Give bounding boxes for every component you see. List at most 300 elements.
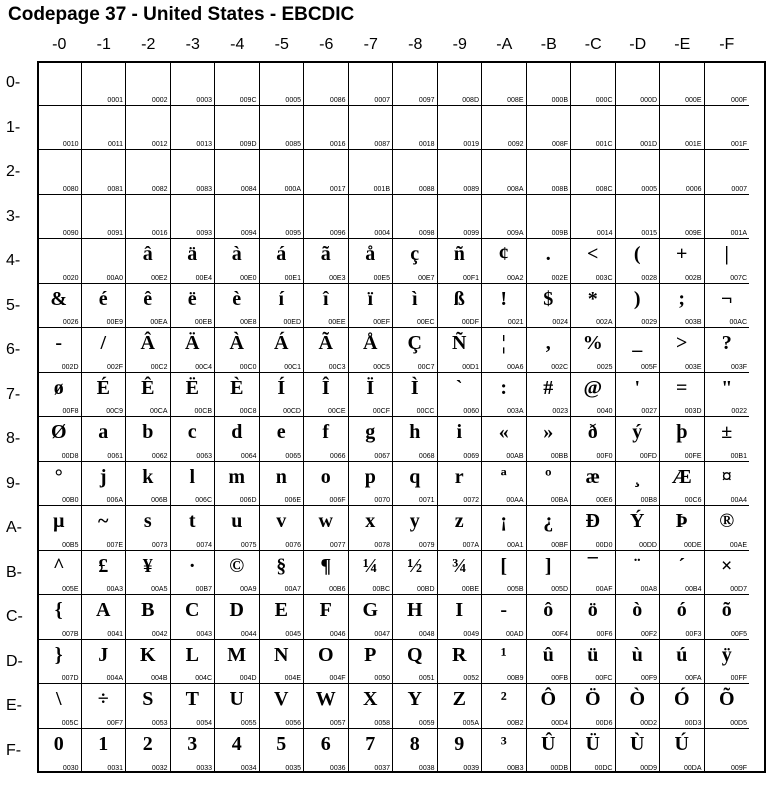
cell-character: ä [187, 243, 198, 265]
cell-unicode-code: 00BF [551, 541, 568, 549]
code-cell [126, 239, 171, 284]
code-cell [349, 195, 394, 240]
cell-character: j [99, 465, 107, 488]
code-cell [215, 506, 260, 551]
code-cell [482, 640, 527, 685]
code-cell [660, 150, 705, 195]
cell-unicode-code: 0098 [418, 230, 435, 237]
code-cell [393, 106, 438, 151]
cell-character: ³ [500, 732, 507, 755]
cell-character: ï [367, 287, 374, 310]
cell-character: í [278, 287, 285, 310]
cell-character: ò [632, 599, 643, 621]
code-cell [171, 506, 216, 551]
cell-character: ¼ [362, 554, 378, 577]
cell-character: á [276, 243, 287, 265]
cell-character: Z [452, 688, 466, 710]
cell-unicode-code: 001C [595, 141, 613, 148]
cell-unicode-code: 00D0 [595, 541, 613, 549]
cell-unicode-code: 0047 [374, 630, 390, 638]
cell-character: Å [363, 332, 378, 354]
cell-unicode-code: 0046 [329, 630, 346, 638]
cell-unicode-code: 0029 [641, 319, 657, 326]
cell-unicode-code: 00AF [595, 586, 613, 593]
cell-character: ß [453, 287, 465, 310]
code-cell [349, 150, 394, 195]
row-header: B- [6, 563, 22, 581]
cell-character: x [365, 510, 376, 532]
cell-unicode-code: 00A7 [284, 586, 301, 593]
code-cell [349, 640, 394, 685]
cell-character: 4 [231, 732, 242, 755]
code-cell [304, 195, 349, 240]
cell-character: Þ [675, 510, 688, 532]
cell-character: À [229, 332, 244, 354]
code-cell [527, 150, 572, 195]
code-cell [126, 106, 171, 151]
code-cell [171, 462, 216, 507]
code-cell [215, 328, 260, 373]
code-cell [260, 595, 305, 640]
code-cell [349, 328, 394, 373]
code-cell [304, 729, 349, 774]
code-cell [705, 684, 750, 729]
cell-unicode-code: 0030 [62, 765, 79, 772]
code-cell [660, 328, 705, 373]
cell-unicode-code: 00EC [416, 319, 435, 326]
cell-unicode-code: 00E7 [418, 274, 435, 282]
cell-character: ý [632, 421, 643, 443]
cell-unicode-code: 00C4 [195, 363, 212, 371]
code-cell [527, 684, 572, 729]
cell-unicode-code: 008E [507, 96, 524, 104]
cell-character: N [274, 643, 289, 666]
cell-unicode-code: 0034 [240, 765, 257, 772]
cell-unicode-code: 008F [552, 141, 568, 148]
cell-character: S [142, 688, 154, 710]
cell-unicode-code: 0005 [641, 185, 657, 193]
cell-unicode-code: 0048 [418, 630, 435, 638]
cell-unicode-code: 004C [195, 675, 212, 682]
cell-character: + [676, 243, 688, 265]
code-cell [82, 61, 127, 106]
cell-character: R [452, 643, 467, 666]
cell-unicode-code: 00ED [283, 319, 301, 326]
cell-unicode-code: 00E5 [373, 274, 390, 282]
column-header: -1 [96, 36, 111, 53]
cell-character: ¬ [721, 287, 733, 310]
code-cell [571, 506, 616, 551]
cell-unicode-code: 00DB [550, 765, 568, 772]
code-cell [260, 328, 305, 373]
cell-unicode-code: 002C [551, 363, 568, 371]
cell-character: y [409, 510, 420, 532]
cell-character: - [500, 599, 508, 621]
column-header: -8 [408, 36, 423, 53]
cell-unicode-code: 0053 [151, 719, 168, 727]
cell-character: o [320, 465, 331, 488]
code-cell [660, 417, 705, 462]
cell-unicode-code: 001E [685, 141, 702, 148]
cell-character: k [142, 465, 154, 488]
column-header: -F [719, 36, 735, 53]
code-cell [660, 373, 705, 418]
row-header: 2- [6, 163, 21, 180]
cell-unicode-code: 00C6 [684, 497, 702, 504]
code-cell [393, 373, 438, 418]
cell-character: Î [321, 376, 330, 399]
code-cell [660, 61, 705, 106]
code-cell [616, 239, 661, 284]
cell-unicode-code: 0022 [731, 408, 747, 415]
cell-character: e [276, 421, 286, 443]
code-cell [82, 417, 127, 462]
cell-unicode-code: 0087 [374, 141, 390, 148]
cell-character: I [455, 599, 464, 621]
cell-unicode-code: 00E3 [329, 274, 346, 282]
cell-character: : [500, 376, 508, 399]
cell-character: â [142, 243, 153, 265]
code-cell [527, 239, 572, 284]
cell-unicode-code: 0070 [374, 497, 390, 504]
code-cell [82, 684, 127, 729]
code-cell [304, 150, 349, 195]
code-cell [260, 150, 305, 195]
cell-unicode-code: 0016 [151, 230, 168, 237]
cell-unicode-code: 00E0 [240, 274, 257, 282]
cell-unicode-code: 0075 [240, 541, 257, 549]
cell-unicode-code: 007C [730, 274, 747, 282]
code-cell [82, 595, 127, 640]
cell-unicode-code: 0010 [62, 141, 79, 148]
row-header: D- [6, 652, 23, 670]
cell-character: æ [585, 465, 600, 488]
cell-character: ^ [52, 554, 65, 577]
cell-unicode-code: 0066 [329, 452, 346, 460]
cell-character: Ä [185, 332, 200, 354]
column-header: -C [584, 36, 602, 53]
code-cell [37, 551, 82, 596]
cell-character: d [231, 421, 243, 443]
code-cell [393, 640, 438, 685]
column-header: -3 [185, 36, 200, 53]
code-cell [260, 729, 305, 774]
cell-unicode-code: 008B [551, 185, 568, 193]
code-cell [349, 61, 394, 106]
cell-character: Í [277, 376, 286, 399]
cell-character: Ô [540, 688, 557, 710]
cell-unicode-code: 0020 [62, 274, 79, 282]
cell-unicode-code: 00E2 [151, 274, 168, 282]
code-cell [660, 284, 705, 329]
cell-character: K [139, 643, 156, 666]
cell-unicode-code: 00D5 [730, 719, 747, 727]
cell-character: > [676, 332, 688, 354]
code-cell [527, 328, 572, 373]
cell-character: } [54, 643, 63, 666]
code-cell [349, 684, 394, 729]
cell-unicode-code: 00D3 [684, 719, 702, 727]
cell-unicode-code: 0017 [329, 185, 346, 193]
code-cell [126, 417, 171, 462]
cell-unicode-code: 0013 [196, 141, 212, 148]
code-cell [660, 462, 705, 507]
cell-unicode-code: 009B [551, 230, 568, 237]
cell-character: L [185, 643, 199, 666]
cell-unicode-code: 00A9 [240, 586, 257, 593]
cell-unicode-code: 001D [640, 141, 657, 148]
cell-character: ¯ [587, 554, 598, 577]
cell-unicode-code: 00B2 [507, 719, 524, 727]
cell-unicode-code: 0086 [329, 96, 346, 104]
code-cell [393, 239, 438, 284]
cell-character: h [409, 421, 421, 443]
cell-character: H [406, 599, 423, 621]
code-cell [660, 239, 705, 284]
code-cell [482, 328, 527, 373]
cell-character: " [721, 376, 733, 399]
cell-unicode-code: 0060 [463, 408, 479, 415]
cell-character: ( [633, 243, 641, 265]
cell-character: g [365, 421, 376, 443]
cell-unicode-code: 00B4 [685, 586, 702, 593]
code-cell [215, 61, 260, 106]
cell-unicode-code: 0001 [107, 96, 123, 104]
code-cell [126, 195, 171, 240]
code-cell [438, 150, 483, 195]
cell-unicode-code: 00AE [729, 541, 747, 549]
cell-unicode-code: 007E [106, 541, 123, 549]
code-cell [215, 729, 260, 774]
cell-character: W [315, 688, 336, 710]
cell-unicode-code: 0006 [685, 185, 702, 193]
cell-character: Ê [141, 376, 155, 399]
code-cell [37, 61, 82, 106]
code-cell [260, 462, 305, 507]
cell-character: O [317, 643, 334, 666]
code-cell [37, 195, 82, 240]
code-cell [393, 150, 438, 195]
cell-unicode-code: 0032 [151, 765, 168, 772]
code-cell [527, 61, 572, 106]
code-cell [260, 417, 305, 462]
code-cell [705, 239, 750, 284]
column-header: -6 [319, 36, 334, 53]
cell-unicode-code: 00B0 [62, 497, 79, 504]
code-cell [82, 373, 127, 418]
cell-unicode-code: 0094 [240, 230, 257, 237]
code-cell [215, 640, 260, 685]
cell-unicode-code: 0028 [641, 274, 657, 282]
code-cell [616, 506, 661, 551]
cell-unicode-code: 0037 [374, 765, 390, 772]
cell-character: 8 [409, 732, 420, 755]
cell-character: T [185, 688, 199, 710]
cell-unicode-code: 00BB [550, 452, 568, 460]
cell-unicode-code: 008D [462, 96, 479, 104]
code-cell [304, 328, 349, 373]
code-cell [571, 462, 616, 507]
cell-unicode-code: 009A [507, 230, 524, 237]
cell-character: Ü [585, 732, 600, 755]
cell-character: ° [54, 465, 63, 488]
cell-character: ê [143, 287, 153, 310]
cell-unicode-code: 0061 [107, 452, 123, 460]
cell-unicode-code: 00C7 [417, 363, 435, 371]
cell-unicode-code: 0007 [374, 96, 390, 104]
cell-unicode-code: 0005 [285, 96, 301, 104]
cell-character: s [143, 510, 152, 532]
code-cell [82, 462, 127, 507]
cell-unicode-code: 0083 [196, 185, 212, 193]
cell-unicode-code: 00F2 [641, 630, 657, 638]
code-cell [37, 106, 82, 151]
code-cell [705, 551, 750, 596]
code-cell [171, 195, 216, 240]
cell-unicode-code: 0091 [107, 230, 123, 237]
code-cell [82, 284, 127, 329]
cell-unicode-code: 0019 [463, 141, 479, 148]
code-cell [126, 640, 171, 685]
code-cell [482, 61, 527, 106]
cell-character: » [543, 421, 554, 443]
code-cell [616, 551, 661, 596]
cell-unicode-code: 002D [61, 363, 79, 371]
code-cell [705, 640, 750, 685]
cell-unicode-code: 00F5 [731, 630, 747, 638]
code-cell [82, 239, 127, 284]
code-cell [349, 506, 394, 551]
code-cell [304, 284, 349, 329]
code-cell [349, 462, 394, 507]
code-cell [82, 729, 127, 774]
cell-unicode-code: 002B [685, 274, 702, 282]
code-cell [215, 284, 260, 329]
cell-character: É [96, 376, 110, 399]
code-cell [438, 684, 483, 729]
cell-character: ì [411, 287, 418, 310]
cell-unicode-code: 00E1 [284, 274, 301, 282]
cell-character: M [227, 643, 247, 666]
cell-unicode-code: 0092 [507, 141, 524, 148]
code-cell [260, 284, 305, 329]
code-cell [37, 284, 82, 329]
code-cell [37, 640, 82, 685]
cell-character: Y [407, 688, 422, 710]
cell-character: ² [500, 688, 507, 710]
code-cell [126, 506, 171, 551]
code-cell [438, 506, 483, 551]
cell-character: Ù [630, 732, 645, 755]
code-cell [438, 595, 483, 640]
code-cell [37, 328, 82, 373]
cell-character: ± [721, 421, 733, 443]
cell-unicode-code: 00C3 [328, 363, 346, 371]
cell-unicode-code: 0067 [374, 452, 390, 460]
cell-character: ø [53, 376, 64, 399]
cell-unicode-code: 00F3 [685, 630, 702, 638]
row-headers [0, 61, 37, 773]
cell-unicode-code: 0073 [151, 541, 168, 549]
cell-unicode-code: 00F7 [107, 719, 123, 727]
cell-unicode-code: 007A [462, 541, 479, 549]
cell-character: v [276, 510, 287, 532]
code-cell [349, 595, 394, 640]
code-cell [616, 106, 661, 151]
cell-unicode-code: 0031 [107, 765, 123, 772]
code-cell [482, 462, 527, 507]
cell-unicode-code: 0033 [196, 765, 212, 772]
cell-character: Ì [410, 376, 419, 399]
cell-character: 5 [276, 732, 287, 755]
cell-unicode-code: 00A3 [106, 586, 123, 593]
cell-unicode-code: 002A [596, 319, 613, 326]
cell-character: ª [500, 465, 507, 488]
cell-unicode-code: 000E [685, 96, 702, 104]
code-cell [705, 106, 750, 151]
cell-character: 2 [142, 732, 153, 755]
cell-unicode-code: 0090 [62, 230, 79, 237]
cell-unicode-code: 000B [551, 96, 568, 104]
code-cell [304, 595, 349, 640]
cell-character: u [231, 510, 243, 532]
cell-unicode-code: 008C [595, 185, 613, 193]
cell-unicode-code: 00EA [150, 319, 168, 326]
cell-unicode-code: 00B6 [329, 586, 346, 593]
code-cell [304, 640, 349, 685]
cell-character: è [232, 287, 242, 310]
code-cell [527, 729, 572, 774]
cell-character: w [318, 510, 333, 532]
code-cell [705, 595, 750, 640]
code-cell [126, 551, 171, 596]
cell-character: Ë [185, 376, 199, 399]
cell-unicode-code: 00FF [730, 675, 747, 682]
cell-unicode-code: 0099 [463, 230, 479, 237]
code-cell [705, 195, 750, 240]
cell-character: î [322, 287, 329, 310]
code-cell [571, 373, 616, 418]
cell-character: G [362, 599, 379, 621]
code-cell [393, 462, 438, 507]
cell-unicode-code: 0035 [285, 765, 301, 772]
cell-unicode-code: 005C [61, 719, 79, 727]
cell-unicode-code: 0004 [374, 230, 390, 237]
cell-unicode-code: 006C [195, 497, 212, 504]
code-cell [571, 195, 616, 240]
cell-character: _ [632, 332, 643, 354]
code-cell [660, 106, 705, 151]
cell-character: 0 [53, 732, 64, 755]
code-cell [571, 239, 616, 284]
cell-character: È [230, 376, 244, 399]
cell-unicode-code: 00FC [595, 675, 613, 682]
cell-character: Õ [718, 688, 735, 710]
code-cell [37, 150, 82, 195]
code-cell [260, 373, 305, 418]
code-cell [215, 195, 260, 240]
code-cell [705, 462, 750, 507]
cell-unicode-code: 0062 [151, 452, 168, 460]
code-cell [438, 239, 483, 284]
cell-character: c [187, 421, 197, 443]
cell-character: ´ [678, 554, 686, 577]
code-cell [527, 551, 572, 596]
cell-unicode-code: 00F8 [62, 408, 79, 415]
cell-unicode-code: 00A5 [151, 586, 168, 593]
code-cell [304, 239, 349, 284]
row-header: 1- [6, 118, 21, 136]
